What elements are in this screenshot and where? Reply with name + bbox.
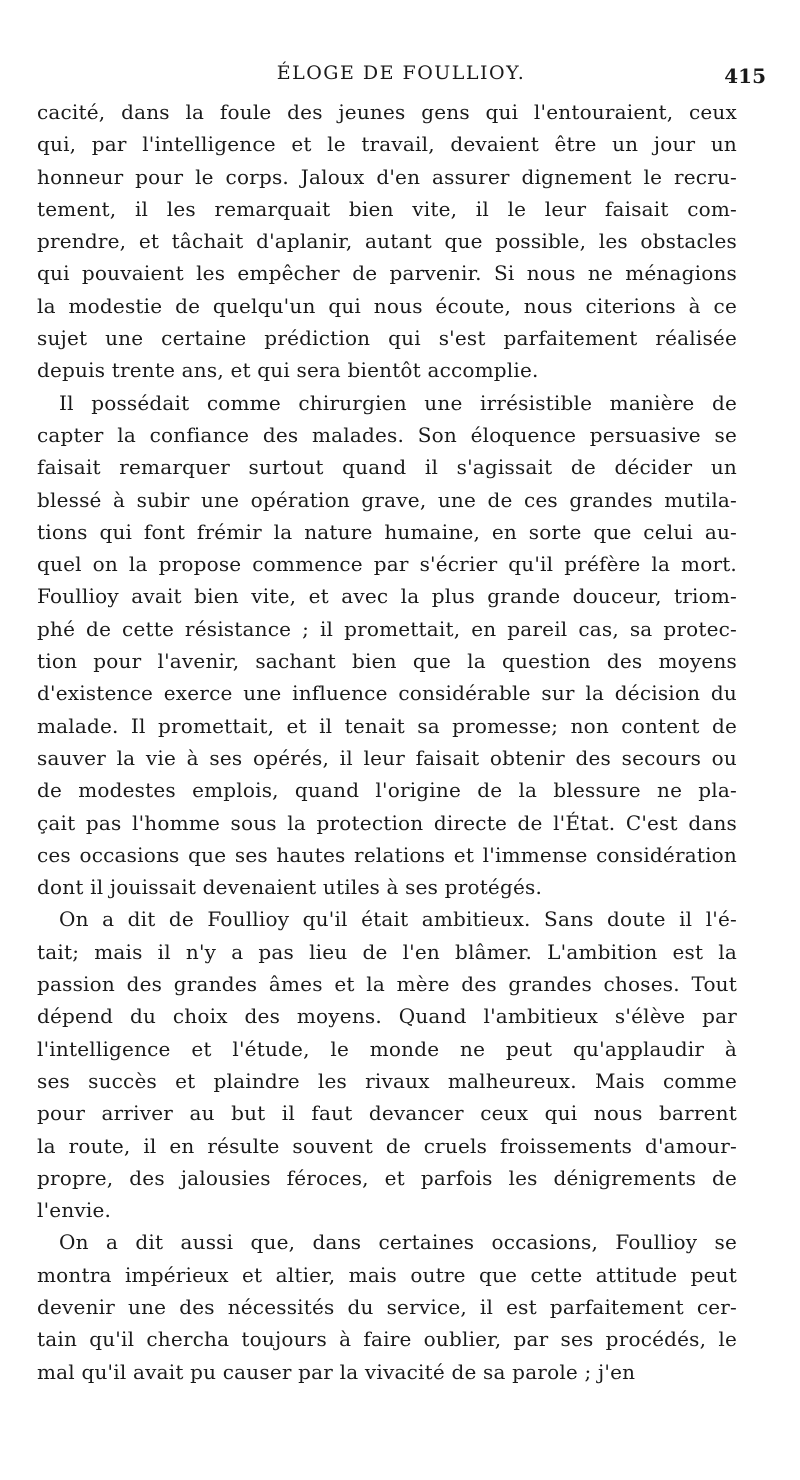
body-text bbox=[37, 96, 737, 1388]
text-line: prendre, et tâchait d'aplanir, autant que possible, les obstacles bbox=[37, 229, 737, 254]
text-line: faisait remarquer surtout quand il s'agissait de décider un bbox=[37, 455, 737, 480]
text-line: la route, il en résulte souvent de cruels froissements d'amour- bbox=[37, 1133, 737, 1158]
text-line: propre, des jalousies féroces, et parfois les dénigrements de bbox=[37, 1165, 737, 1190]
text-line: capter la confiance des malades. Son éloquence persuasive se bbox=[37, 422, 737, 447]
text-line: la modestie de quelqu'un qui nous écoute, nous citerions à ce bbox=[37, 293, 737, 318]
text-line: ses succès et plaindre les rivaux malheureux. Mais comme bbox=[37, 1068, 737, 1093]
text-line: honneur pour le corps. Jaloux d'en assurer dignement le recru- bbox=[37, 164, 737, 189]
text-line: tain qu'il chercha toujours à faire oublier, par ses procédés, le bbox=[37, 1327, 737, 1352]
text-line: phé de cette résistance ; il promettait, en pareil cas, sa protec- bbox=[37, 616, 737, 641]
text-line: depuis trente ans, et qui sera bientôt accomplie. bbox=[37, 358, 539, 383]
text-line: de modestes emplois, quand l'origine de la blessure ne pla- bbox=[37, 778, 737, 803]
text-line: tions qui font frémir la nature humaine, en sorte que celui au- bbox=[37, 519, 737, 544]
page-number: 415 bbox=[724, 64, 766, 88]
text-line: tement, il les remarquait bien vite, il le leur faisait com- bbox=[37, 196, 737, 221]
text-line: l'envie. bbox=[37, 1198, 112, 1223]
text-line: qui pouvaient les empêcher de parvenir. Si nous ne ménagions bbox=[37, 261, 737, 286]
text-line: On a dit de Foullioy qu'il était ambitieux. Sans doute il l'é- bbox=[59, 907, 737, 932]
text-line: malade. Il promettait, et il tenait sa promesse; non content de bbox=[37, 713, 737, 738]
text-line: qui, par l'intelligence et le travail, devaient être un jour un bbox=[37, 132, 737, 157]
text-line: sauver la vie à ses opérés, il leur faisait obtenir des secours ou bbox=[37, 745, 737, 770]
text-line: d'existence exerce une influence considérable sur la décision du bbox=[37, 681, 737, 706]
text-line: ces occasions que ses hautes relations et l'immense considération bbox=[37, 842, 737, 867]
text-line: blessé à subir une opération grave, une de ces grandes mutila- bbox=[37, 487, 737, 512]
text-line: quel on la propose commence par s'écrier qu'il préfère la mort. bbox=[37, 552, 737, 577]
text-line: l'intelligence et l'étude, le monde ne peut qu'applaudir à bbox=[37, 1036, 737, 1061]
text-line: sujet une certaine prédiction qui s'est parfaitement réalisée bbox=[37, 326, 737, 351]
running-title: ÉLOGE DE FOULLIOY. bbox=[276, 62, 526, 84]
text-line: Il possédait comme chirurgien une irrésistible manière de bbox=[59, 390, 737, 415]
paragraph bbox=[37, 387, 737, 904]
text-line: pour arriver au but il faut devancer ceux qui nous barrent bbox=[37, 1101, 737, 1126]
text-line: passion des grandes âmes et la mère des grandes choses. Tout bbox=[37, 972, 737, 997]
text-line: dépend du choix des moyens. Quand l'ambitieux s'élève par bbox=[37, 1004, 737, 1029]
text-line: montra impérieux et altier, mais outre que cette attitude peut bbox=[37, 1262, 737, 1287]
paragraph bbox=[37, 903, 737, 1226]
text-line: On a dit aussi que, dans certaines occasions, Foullioy se bbox=[59, 1230, 737, 1255]
paragraph bbox=[37, 96, 737, 387]
text-line: Foullioy avait bien vite, et avec la plus grande douceur, triom- bbox=[37, 584, 737, 609]
text-line: dont il jouissait devenaient utiles à ses protégés. bbox=[37, 875, 543, 900]
text-line: cacité, dans la foule des jeunes gens qui l'entouraient, ceux bbox=[37, 100, 737, 124]
text-line: çait pas l'homme sous la protection directe de l'État. C'est dans bbox=[37, 810, 737, 835]
text-line: devenir une des nécessités du service, il est parfaitement cer- bbox=[37, 1294, 737, 1319]
text-line: mal qu'il avait pu causer par la vivacité de sa parole ; j'en bbox=[37, 1359, 636, 1384]
paragraph bbox=[37, 1226, 737, 1387]
text-line: tion pour l'avenir, sachant bien que la question des moyens bbox=[37, 649, 737, 674]
text-line: tait; mais il n'y a pas lieu de l'en blâmer. L'ambition est la bbox=[37, 939, 737, 964]
running-head bbox=[36, 62, 766, 92]
